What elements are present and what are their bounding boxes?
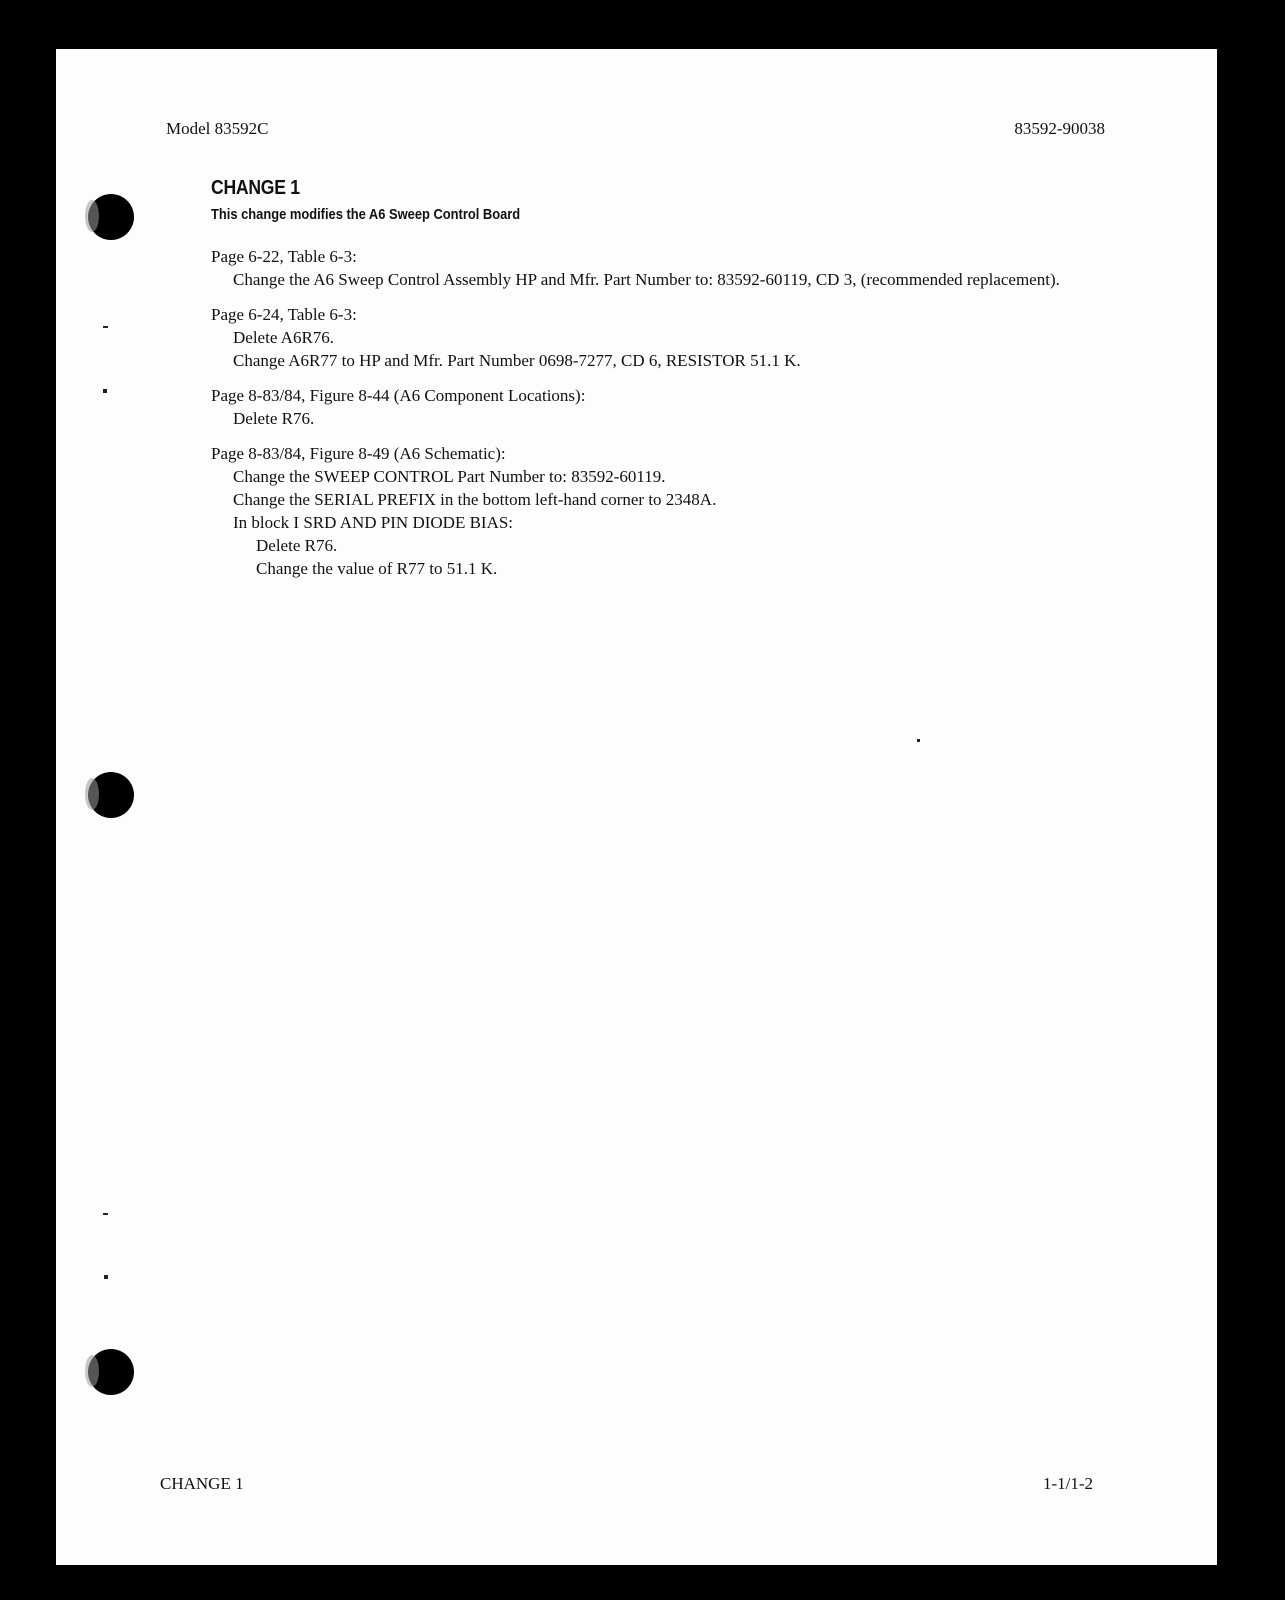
section-reference: Page 8-83/84, Figure 8-44 (A6 Component Locations): [211,386,586,405]
footer-change-label: CHANGE 1 [160,1474,244,1493]
section-instruction: Change the SERIAL PREFIX in the bottom left-hand corner to 2348A. [233,490,717,509]
punch-hole-top [88,194,134,240]
section-reference: Page 8-83/84, Figure 8-49 (A6 Schematic): [211,444,506,463]
section-instruction: In block I SRD AND PIN DIODE BIAS: [233,513,514,532]
scan-speck [104,1275,108,1279]
section-instruction: Change A6R77 to HP and Mfr. Part Number 0698-7277, CD 6, RESISTOR 51.1 K. [233,351,801,370]
section-sub-instruction: Change the value of R77 to 51.1 K. [256,559,498,578]
scan-speck [917,739,920,742]
scan-speck [103,326,108,328]
section-instruction: Change the SWEEP CONTROL Part Number to: 83592-60119. [233,467,666,486]
section-instruction: Change the A6 Sweep Control Assembly HP and Mfr. Part Number to: 83592-60119, CD 3, (recommended replacement). [233,270,1060,289]
change-subtitle: This change modifies the A6 Sweep Control Board [211,206,521,223]
scan-speck [103,1213,108,1215]
header-model: Model 83592C [166,119,269,138]
scan-speck [103,389,107,393]
change-section [211,384,1096,430]
change-section [211,442,1096,580]
punch-hole-middle [88,772,134,818]
section-reference: Page 6-22, Table 6-3: [211,247,357,266]
section-instruction: Delete A6R76. [233,328,335,347]
change-section [211,303,1096,372]
change-content [211,245,1096,592]
change-section [211,245,1096,291]
section-sub-instruction: Delete R76. [256,536,338,555]
section-instruction: Delete R76. [233,409,315,428]
punch-hole-bottom [88,1349,134,1395]
header-doc-number: 83592-90038 [1014,119,1105,138]
section-reference: Page 6-24, Table 6-3: [211,305,357,324]
document-page [56,49,1217,1565]
change-title: CHANGE 1 [211,177,300,199]
footer-page-number: 1-1/1-2 [1042,1474,1093,1493]
